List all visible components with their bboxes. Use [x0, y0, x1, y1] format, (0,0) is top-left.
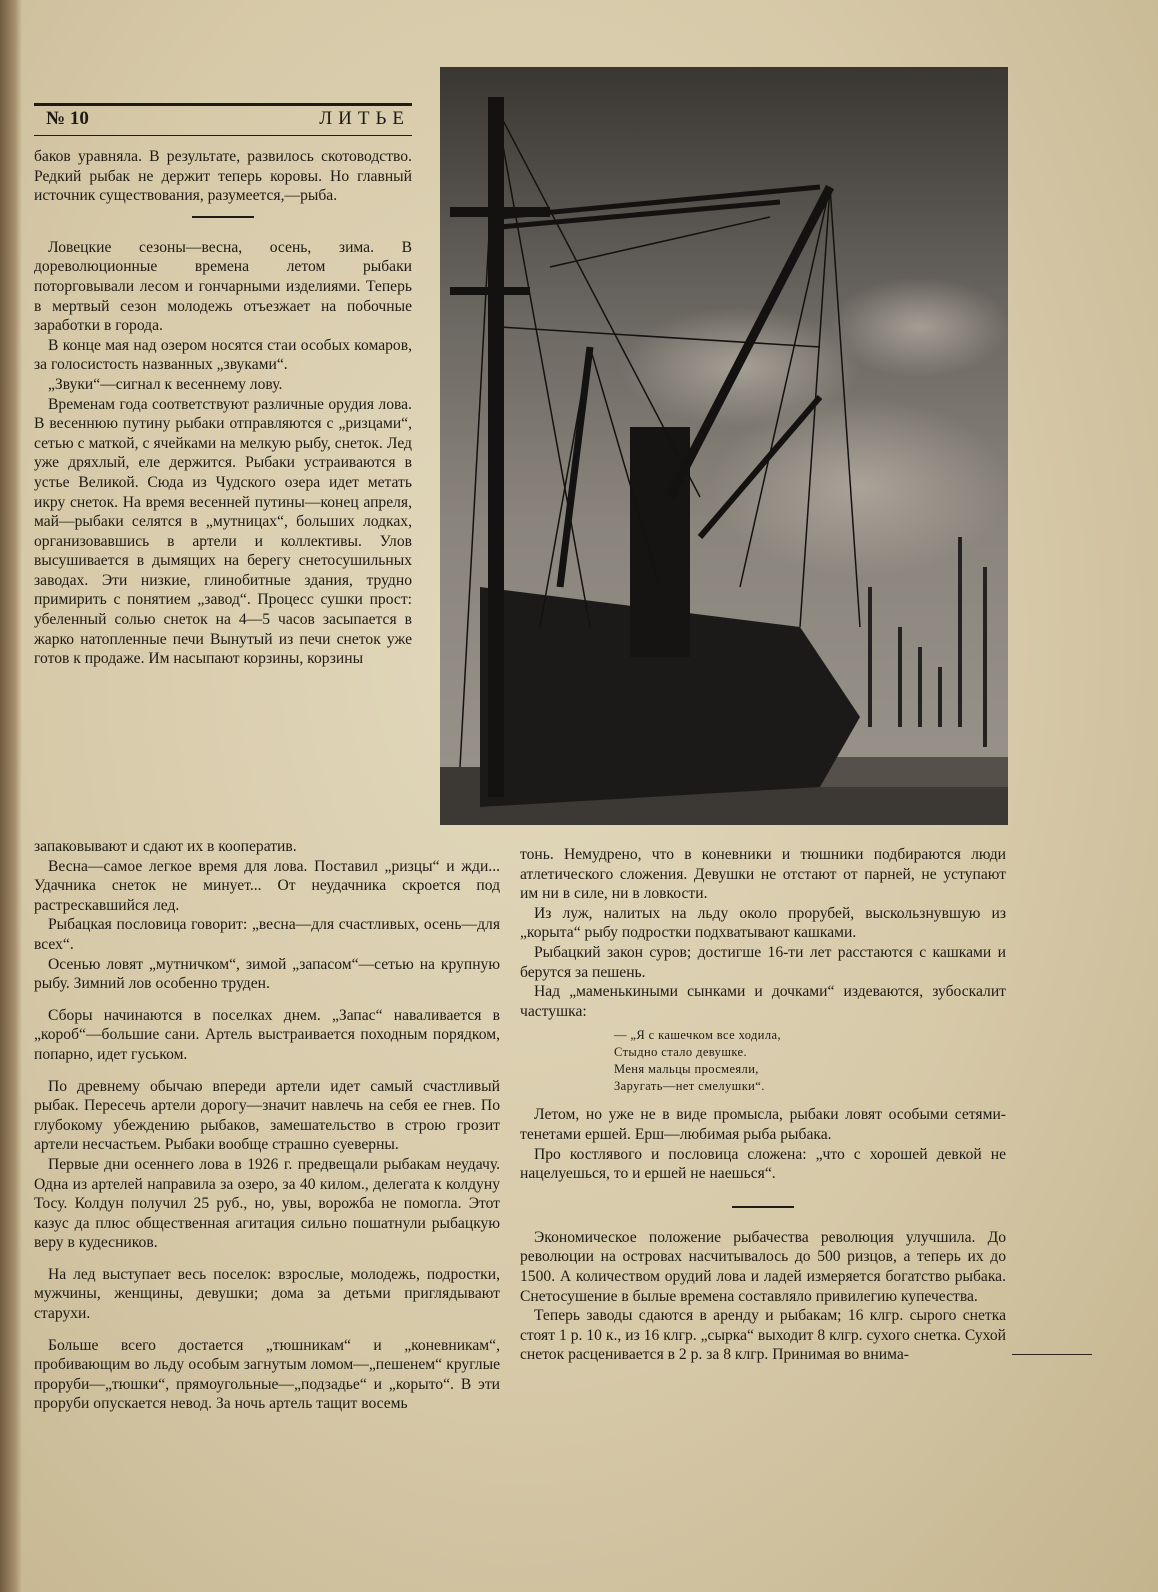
paragraph: „Звуки“—сигнал к весеннему лову. [48, 375, 283, 393]
poem-line: Заругать—нет смелушки“. [614, 1079, 765, 1094]
page-header [34, 103, 412, 136]
paragraph: Осенью ловят „мутничком“, зимой „запасом“—сетью на крупную рыбу. Зимний лов особенно труден. [34, 955, 500, 993]
paragraph: Сборы начинаются в поселках днем. „Запас“ наваливается в „короб“—большие сани. Артель выстраивается походным порядком, попарно, идет гуськом. [34, 1006, 500, 1063]
section-separator [732, 1206, 794, 1208]
poem-line: Меня мальцы просмеяли, [614, 1062, 759, 1077]
paragraph: Ловецкие сезоны—весна, осень, зима. В дореволюционные времена летом рыбаки поторговывали лесом и гончарными изделиями. Теперь в мертвый сезон молодежь отъезжает на побочные заработки в города. [34, 238, 412, 335]
paragraph: Больше всего достается „тюшникам“ и „коневникам“, пробивающим во льду особым загнутым ломом—„пешенем“ круглые проруби—„тюшки“, прямоугольные—„подзадье“ и „корыто“. В эти проруби опускается невод. За ночь артель тащит восемь [34, 1336, 500, 1413]
paragraph: На лед выступает весь поселок: взрослые, молодежь, подростки, мужчины, женщины, девушки; дома за детьми приглядывают старухи. [34, 1265, 500, 1323]
paragraph: Из луж, налитых на льду около прорубей, выскользнувшую из „корыта“ рыбу подростки подхватывают кашками. [520, 904, 1006, 942]
paragraph: баков уравняла. В результате, развилось скотоводство. Редкий рыбак не держит теперь коровы. Но главный источник существования, разумеется,—рыба. [34, 148, 412, 205]
left-column-bottom [34, 837, 500, 1414]
issue-number: № 10 [46, 108, 89, 129]
paragraph: запаковывают и сдают их в кооператив. [34, 838, 297, 855]
paragraph: Первые дни осеннего лова в 1926 г. предвещали рыбакам неудачу. Одна из артелей направила за озеро, за 40 килом., делегата к колдуну Тосу. Колдун получил 25 руб., но, увы, ворожба не помогла. Этот казус да плюс общественная агитация сильно пошатнули рыбацкую веру в кудесников. [34, 1155, 500, 1252]
paragraph: Рыбацкий закон суров; достигше 16-ти лет расстаются с кашками и берутся за пешень. [520, 943, 1006, 981]
header-rule [34, 135, 412, 136]
paragraph: Над „маменькиными сынками и дочками“ издеваются, зубоскалит частушка: [520, 983, 1006, 1020]
paragraph: По древнему обычаю впереди артели идет самый счастливый рыбак. Пересечь артели дорогу—значит навлечь на себя ее гнев. По глубокому убеждению рыбаков, замешательство в строю грозит артели несчастьем. Рыбаки вообще страшно суеверны. [34, 1077, 500, 1154]
right-column [520, 845, 1006, 1365]
paragraph: Весна—самое легкое время для лова. Поставил „ризцы“ и жди... Удачника снеток не минует... От неудачника скроется под растрескавшийся лед. [34, 857, 500, 914]
ship-photo-illustration [440, 67, 1008, 825]
left-column-top [34, 147, 412, 669]
paragraph: Экономическое положение рыбачества революция улучшила. До революции на островах насчитывалось до 500 ризцов, а теперь их до 1500. А количеством орудий лова и ладей измеряется богатство рыбака. Снетосушение в былые времена составляло привилегию купечества. [520, 1228, 1006, 1305]
paragraph: Летом, но уже не в виде промысла, рыбаки ловят особыми сетями-тенетами ершей. Ерш—любимая рыба рыбака. [520, 1106, 1006, 1143]
section-separator [192, 216, 254, 218]
paragraph: Теперь заводы сдаются в аренду и рыбакам; 16 клгр. сырого снетка стоят 1 р. 10 к., из 16 клгр. „сырка“ выходит 8 клгр. сухого снетка. Сухой снеток расценивается в 2 р. за 8 клгр. Принимая во внима- [520, 1307, 1006, 1364]
margin-rule [1012, 1354, 1092, 1355]
ship-photograph [440, 67, 1008, 825]
paragraph: Рыбацкая пословица говорит: „весна—для счастливых, осень—для всех“. [34, 916, 500, 953]
journal-title: ЛИТЬЕ [319, 108, 410, 129]
book-spine-shadow [0, 0, 22, 1592]
poem-line: Стыдно стало девушке. [614, 1045, 747, 1060]
poem-line: — „Я с кашечком все ходила, [614, 1028, 782, 1043]
paragraph: В конце мая над озером носятся стаи особых комаров, за голосистость названных „звуками“. [34, 336, 412, 374]
paragraph: тонь. Немудрено, что в коневники и тюшники подбираются люди атлетического сложения. Девушки не отстают от парней, не уступают им ни в силе, ни в ловкости. [520, 846, 1006, 903]
paragraph: Временам года соответствуют различные орудия лова. В весеннюю путину рыбаки отправляются с „ризцами“, сетью с маткой, с ячейками на мелкую рыбу, снеток. Лед уже дряхлый, еле держится. Рыбаки устраиваются в устье Великой. Сюда из Чудского озера идет метать икру снеток. На время весенней путины—конец апреля, май—рыбаки селятся в „мутницах“, больших лодках, организовавшись в артели и коллективы. Улов высушивается в дымящих на берегу снетосушильных заводах. Эти низкие, глинобитные здания, трудно примирить с понятием „завод“. Процесс сушки прост: убеленный солью снеток на 4—5 часов засыпается в жарко натопленные печи Вынутый из печи снеток уже готов к продаже. Им насыпают корзины, корзины [34, 395, 412, 668]
paragraph: Про костлявого и пословица сложена: „что с хорошей девкой не нацелуешься, то и ершей не наешься“. [520, 1145, 1006, 1183]
chastushka-poem [614, 1027, 1006, 1095]
